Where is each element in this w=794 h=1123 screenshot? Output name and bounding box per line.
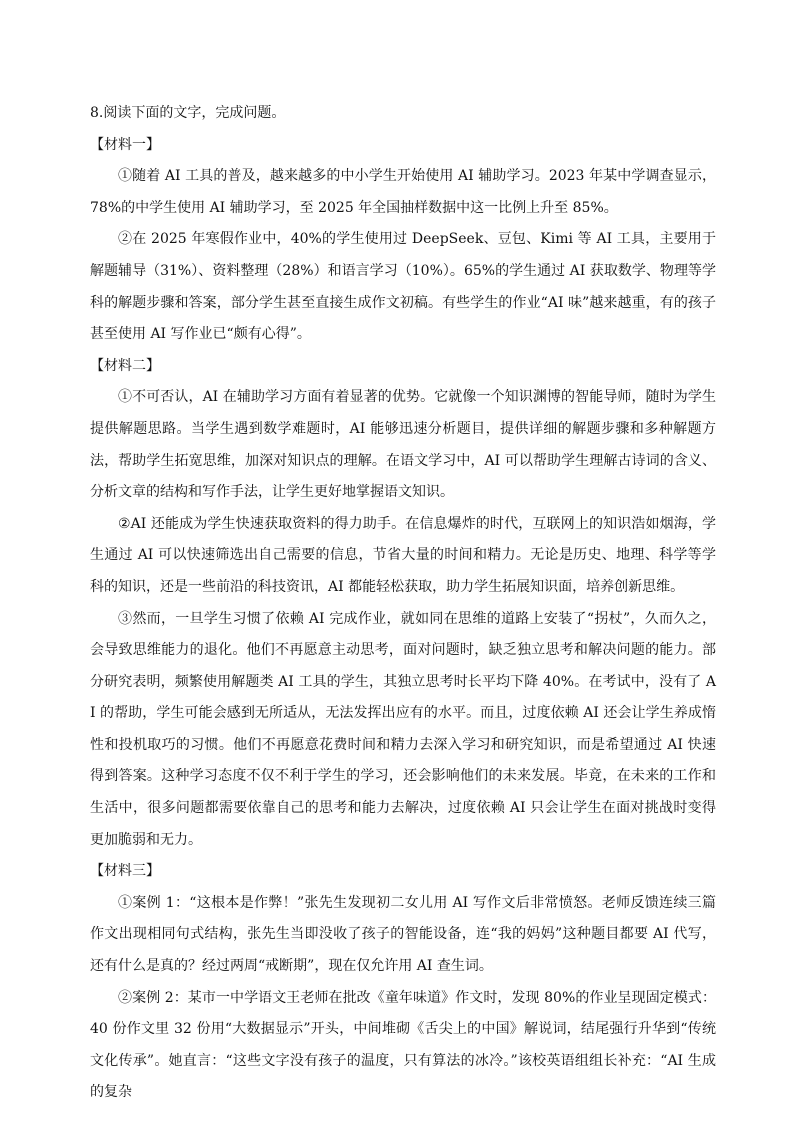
material-3-paragraph-1: ①案例 1：“这根本是作弊！”张先生发现初二女儿用 AI 写作文后非常愤怒。老师反馈连续三篇作文出现相同句式结构，张先生当即没收了孩子的智能设备，连“我的妈妈”这种题目都要 AI 代写，还有什么是真的？经过两周“戒断期”，现在仅允许用 AI 查生词。 bbox=[90, 894, 716, 975]
section-heading-material-2: 【材料二】 bbox=[90, 357, 160, 374]
question-title: 8.阅读下面的文字，完成问题。 bbox=[90, 105, 286, 121]
material-1-paragraph-2: ②在 2025 年寒假作业中，40%的学生使用过 DeepSeek、豆包、Kimi 等 AI 工具，主要用于解题辅导（31%）、资料整理（28%）和语言学习（10%）。65%的学生通过 AI 获取数学、物理等学科的解题步骤和答案，部分学生甚至直接生成作文初稿。有些学生的作业“AI 味”越来越重，有的孩子甚至使用 AI 写作业已“颇有心得”。 bbox=[90, 231, 716, 343]
section-heading-material-1: 【材料一】 bbox=[90, 136, 160, 153]
document-content bbox=[90, 98, 716, 1109]
material-2-paragraph-2: ②AI 还能成为学生快速获取资料的得力助手。在信息爆炸的时代，互联网上的知识浩如烟海，学生通过 AI 可以快速筛选出自己需要的信息，节省大量的时间和精力。无论是历史、地理、科学等学科的知识，还是一些前沿的科技资讯，AI 都能轻松获取，助力学生拓展知识面，培养创新思维。 bbox=[90, 515, 716, 595]
material-3-paragraph-2: ②案例 2：某市一中学语文王老师在批改《童年味道》作文时，发现 80%的作业呈现固定模式：40 份作文里 32 份用“大数据显示”开头，中间堆砌《舌尖上的中国》解说词，结尾强行升华到“传统文化传承”。她直言：“这些文字没有孩子的温度，只有算法的冰冷。”该校英语组组长补充：“AI 生成的复杂 bbox=[90, 989, 716, 1101]
material-2-paragraph-3: ③然而，一旦学生习惯了依赖 AI 完成作业，就如同在思维的道路上安装了“拐杖”，久而久之，会导致思维能力的退化。他们不再愿意主动思考，面对问题时，缺乏独立思考和解决问题的能力。部分研究表明，频繁使用解题类 AI 工具的学生，其独立思考时长平均下降 40%。在考试中，没有了 AI 的帮助，学生可能会感到无所适从，无法发挥出应有的水平。而且，过度依赖 AI 还会让学生养成惰性和投机取巧的习惯。他们不再愿意花费时间和精力去深入学习和研究知识，而是希望通过 AI 快速得到答案。这种学习态度不仅不利于学生的学习，还会影响他们的未来发展。毕竟，在未来的工作和生活中，很多问题都需要依靠自己的思考和能力去解决，过度依赖 AI 只会让学生在面对挑战时变得更加脆弱和无力。 bbox=[90, 610, 716, 848]
material-1-paragraph-1: ①随着 AI 工具的普及，越来越多的中小学生开始使用 AI 辅助学习。2023 年某中学调查显示，78%的中学生使用 AI 辅助学习，至 2025 年全国抽样数据中这一比例上升至 85%。 bbox=[90, 168, 716, 216]
material-2-paragraph-1: ①不可否认，AI 在辅助学习方面有着显著的优势。它就像一个知识渊博的智能导师，随时为学生提供解题思路。当学生遇到数学难题时，AI 能够迅速分析题目，提供详细的解题步骤和多种解题方法，帮助学生拓宽思维，加深对知识点的理解。在语文学习中，AI 可以帮助学生理解古诗词的含义、分析文章的结构和写作手法，让学生更好地掌握语文知识。 bbox=[90, 389, 716, 501]
section-heading-material-3: 【材料三】 bbox=[90, 863, 160, 880]
